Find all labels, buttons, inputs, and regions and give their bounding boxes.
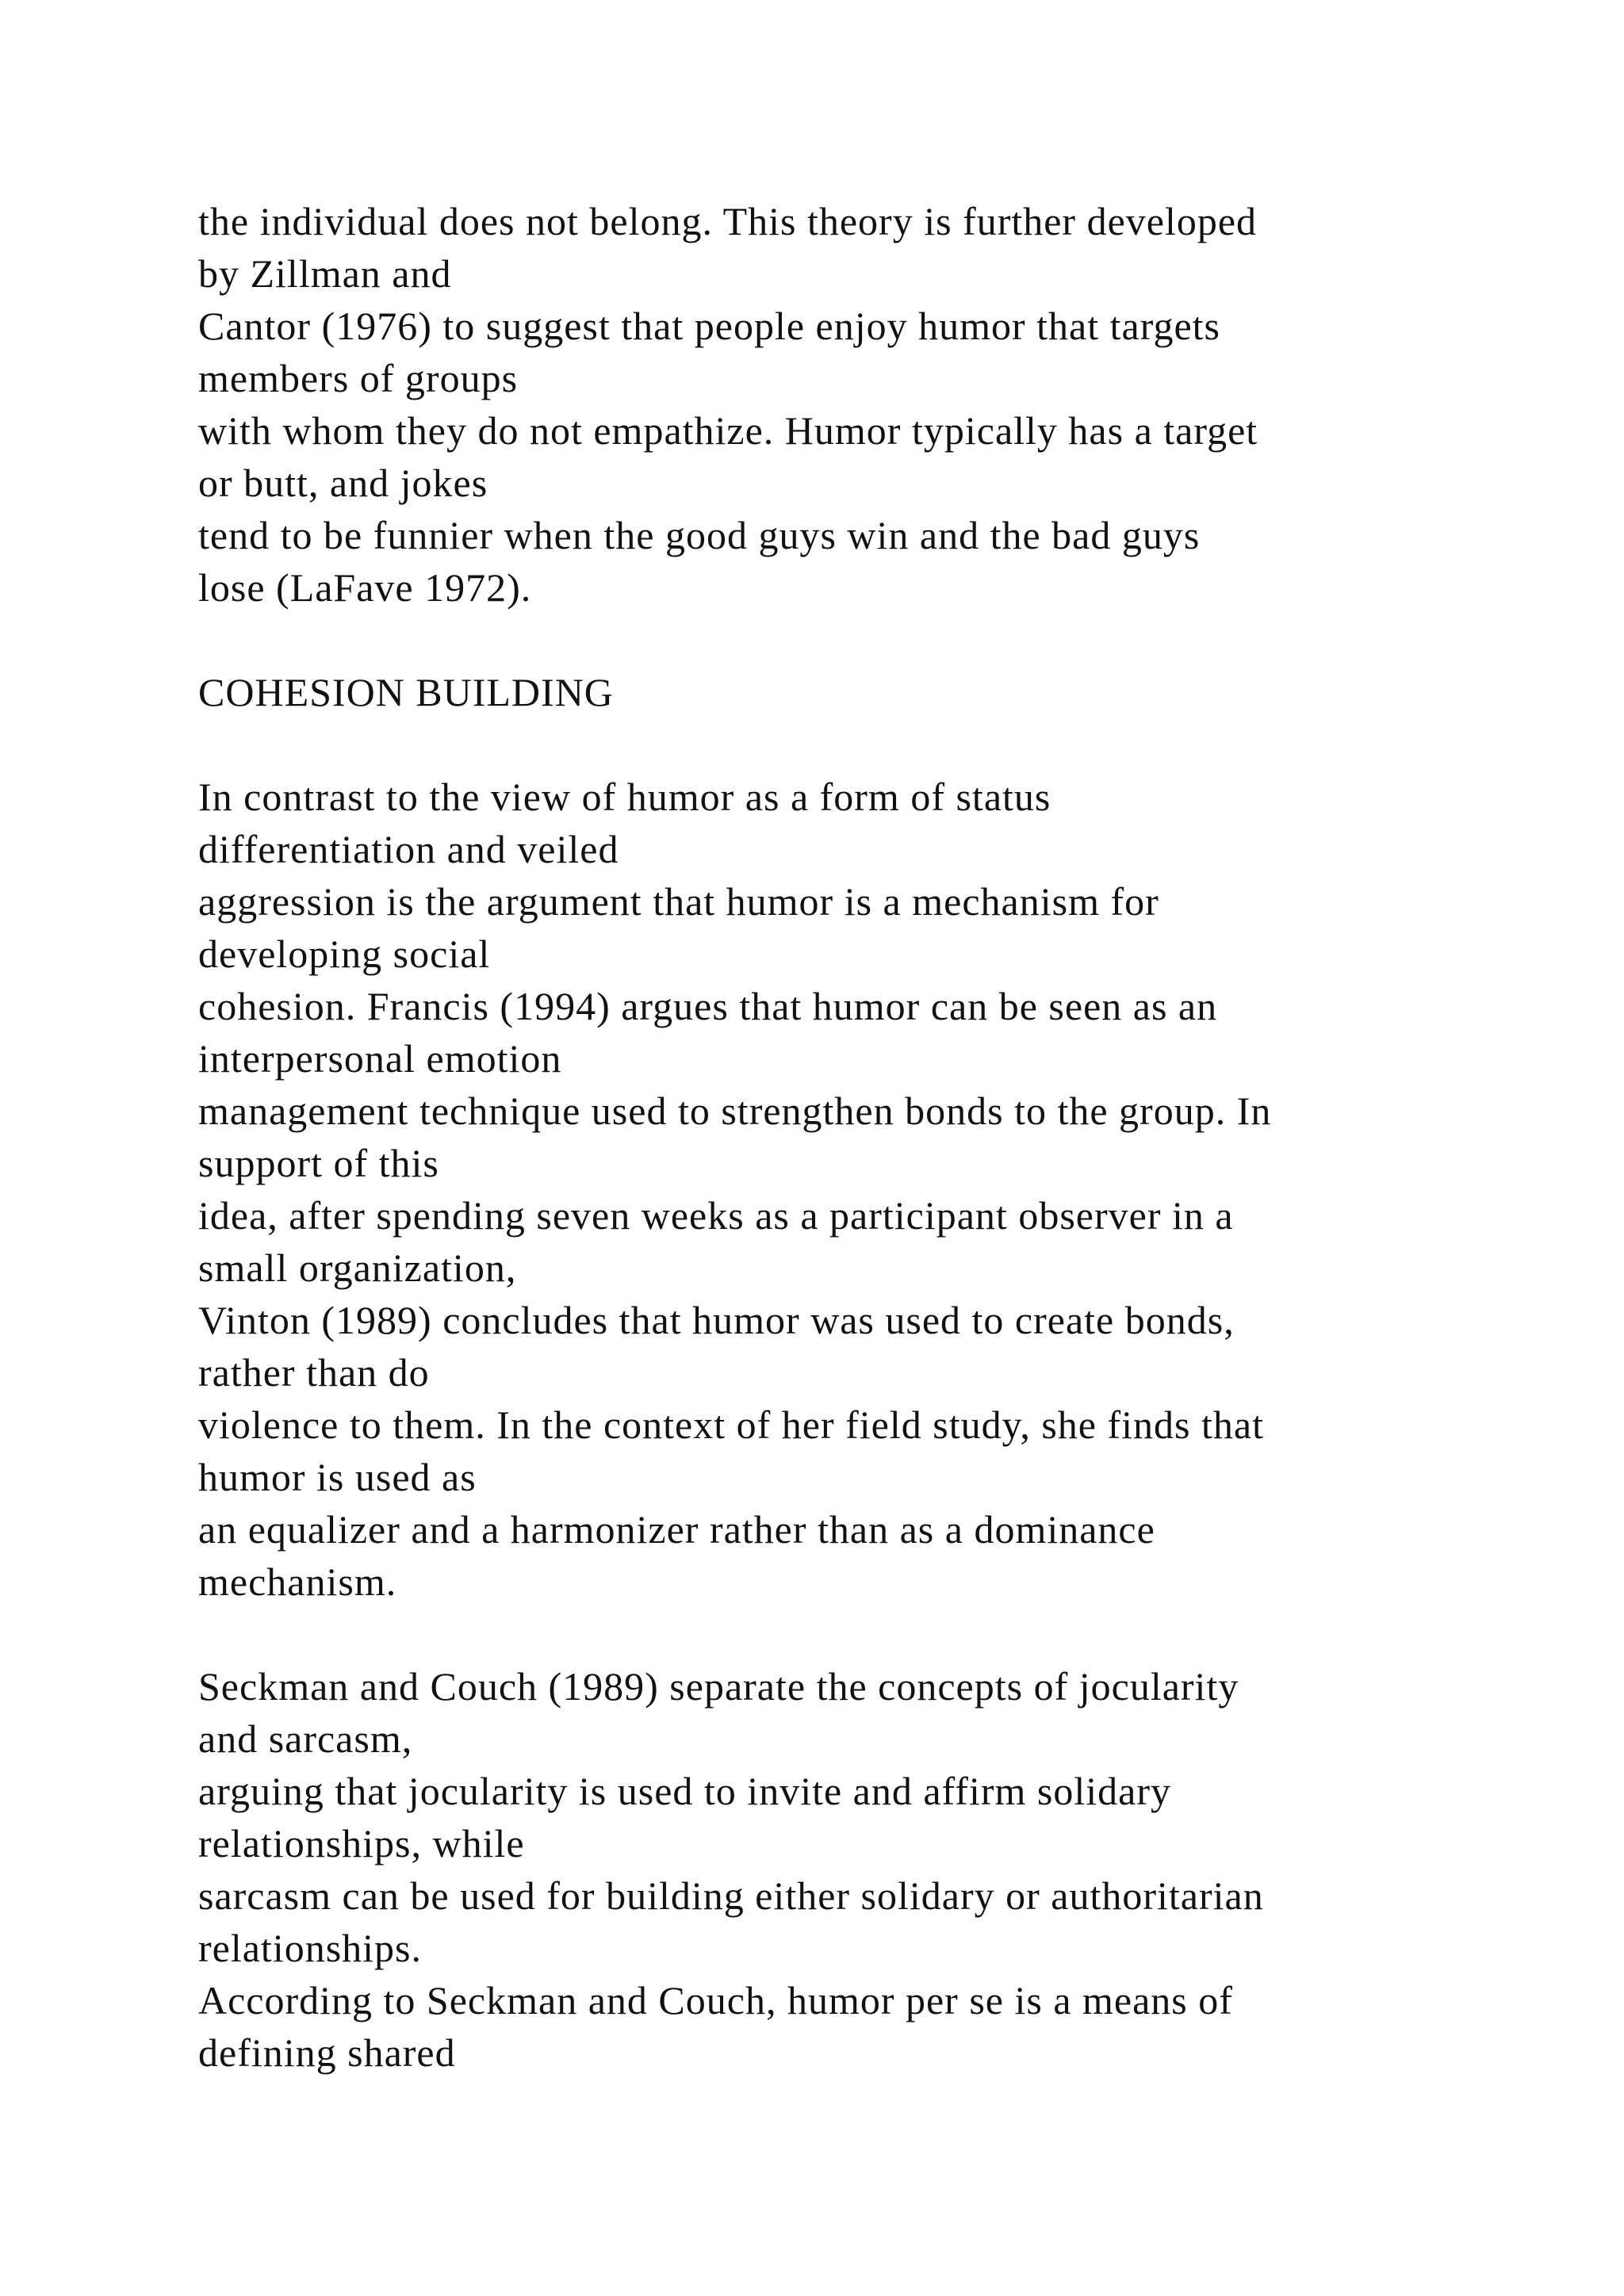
text-line: violence to them. In the context of her field study, she finds that	[198, 1402, 1264, 1447]
text-line: Seckman and Couch (1989) separate the concepts of jocularity	[198, 1664, 1239, 1709]
document-body	[198, 195, 1610, 2079]
text-line: relationships.	[198, 1926, 423, 1970]
paragraph-spacer	[198, 718, 1610, 771]
text-line: developing social	[198, 932, 491, 976]
text-line: mechanism.	[198, 1559, 397, 1604]
paragraph-spacer	[198, 1608, 1610, 1660]
text-line: arguing that jocularity is used to invite and affirm solidary	[198, 1769, 1171, 1813]
text-line: with whom they do not empathize. Humor typically has a target	[198, 408, 1258, 453]
text-line: According to Seckman and Couch, humor per se is a means of	[198, 1978, 1233, 2022]
paragraph-2	[198, 771, 1610, 1608]
text-line: In contrast to the view of humor as a form of status	[198, 775, 1051, 819]
text-line: relationships, while	[198, 1821, 525, 1866]
text-line: and sarcasm,	[198, 1716, 413, 1761]
text-line: by Zillman and	[198, 251, 452, 296]
text-line: defining shared	[198, 2030, 456, 2075]
text-line: cohesion. Francis (1994) argues that humor can be seen as an	[198, 984, 1218, 1028]
text-line: small organization,	[198, 1246, 517, 1290]
text-line: an equalizer and a harmonizer rather than as a dominance	[198, 1507, 1155, 1552]
text-line: differentiation and veiled	[198, 827, 619, 871]
text-line: lose (LaFave 1972).	[198, 565, 532, 610]
text-line: idea, after spending seven weeks as a participant observer in a	[198, 1193, 1234, 1238]
paragraph-1	[198, 195, 1610, 614]
text-line: members of groups	[198, 356, 519, 400]
text-line: aggression is the argument that humor is a mechanism for	[198, 879, 1159, 924]
text-line: interpersonal emotion	[198, 1036, 562, 1081]
text-line: Vinton (1989) concludes that humor was used to create bonds,	[198, 1298, 1235, 1342]
text-line: humor is used as	[198, 1455, 477, 1499]
text-line: Cantor (1976) to suggest that people enjoy humor that targets	[198, 304, 1221, 348]
text-line: management technique used to strengthen bonds to the group. In	[198, 1089, 1272, 1133]
text-line: the individual does not belong. This theory is further developed	[198, 199, 1258, 243]
text-line: sarcasm can be used for building either solidary or authoritarian	[198, 1873, 1264, 1918]
text-line: tend to be funnier when the good guys win and the bad guys	[198, 513, 1201, 557]
paragraph-3	[198, 1660, 1610, 2079]
text-line: support of this	[198, 1141, 439, 1185]
paragraph-spacer	[198, 614, 1610, 666]
section-heading: COHESION BUILDING	[198, 670, 614, 714]
text-line: rather than do	[198, 1350, 430, 1395]
text-line: or butt, and jokes	[198, 461, 488, 505]
